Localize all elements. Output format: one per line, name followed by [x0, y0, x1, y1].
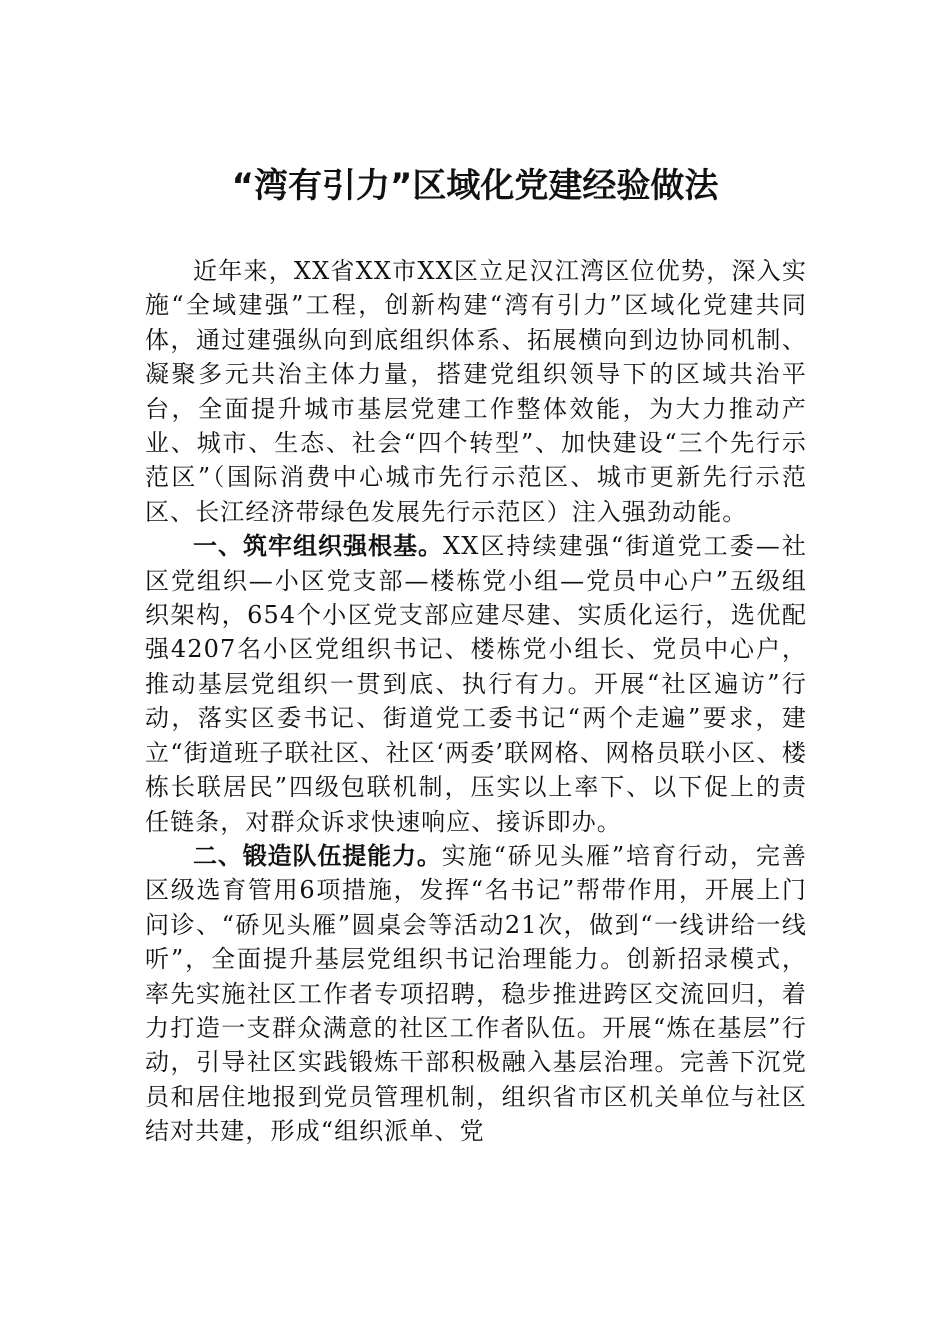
document-title: “湾有引力”区域化党建经验做法	[231, 166, 719, 206]
section-paragraph-1	[145, 529, 807, 839]
section-text-1: XX区持续建强“街道党工委—社区党组织—小区党支部—楼栋党小组—党员中心户”五级组织架构，654个小区党支部应建尽建、实质化运行，选优配强4207名小区党组织书记、楼栋党小组长、党员中心户，推动基层党组织一贯到底、执行有力。开展“社区遍访”行动，落实区委书记、街道党工委书记“两个走遍”要求，建立“街道班子联社区、社区‘两委’联网格、网格员联小区、楼栋长联居民”四级包联机制，压实以上率下、以下促上的责任链条，对群众诉求快速响应、接诉即办。	[145, 532, 807, 836]
document-body	[145, 254, 807, 1149]
section-heading-2: 二、锻造队伍提能力。	[193, 841, 442, 870]
section-heading-1: 一、筑牢组织强根基。	[193, 532, 444, 561]
section-paragraph-2	[145, 839, 807, 1149]
section-text-2: 实施“硚见头雁”培育行动，完善区级选育管用6项措施，发挥“名书记”帮带作用，开展上门问诊、“硚见头雁”圆桌会等活动21次，做到“一线讲给一线听”，全面提升基层党组织书记治理能力。创新招录模式，率先实施社区工作者专项招聘，稳步推进跨区交流回归，着力打造一支群众满意的社区工作者队伍。开展“炼在基层”行动，引导社区实践锻炼干部积极融入基层治理。完善下沉党员和居住地报到党员管理机制，组织省市区机关单位与社区结对共建，形成“组织派单、党	[145, 841, 807, 1146]
intro-paragraph: 近年来，XX省XX市XX区立足汉江湾区位优势，深入实施“全域建强”工程，创新构建“湾有引力”区域化党建共同体，通过建强纵向到底组织体系、拓展横向到边协同机制、凝聚多元共治主体力量，搭建党组织领导下的区域共治平台，全面提升城市基层党建工作整体效能，为大力推动产业、城市、生态、社会“四个转型”、加快建设“三个先行示范区”（国际消费中心城市先行示范区、城市更新先行示范区、长江经济带绿色发展先行示范区）注入强劲动能。	[145, 257, 807, 526]
